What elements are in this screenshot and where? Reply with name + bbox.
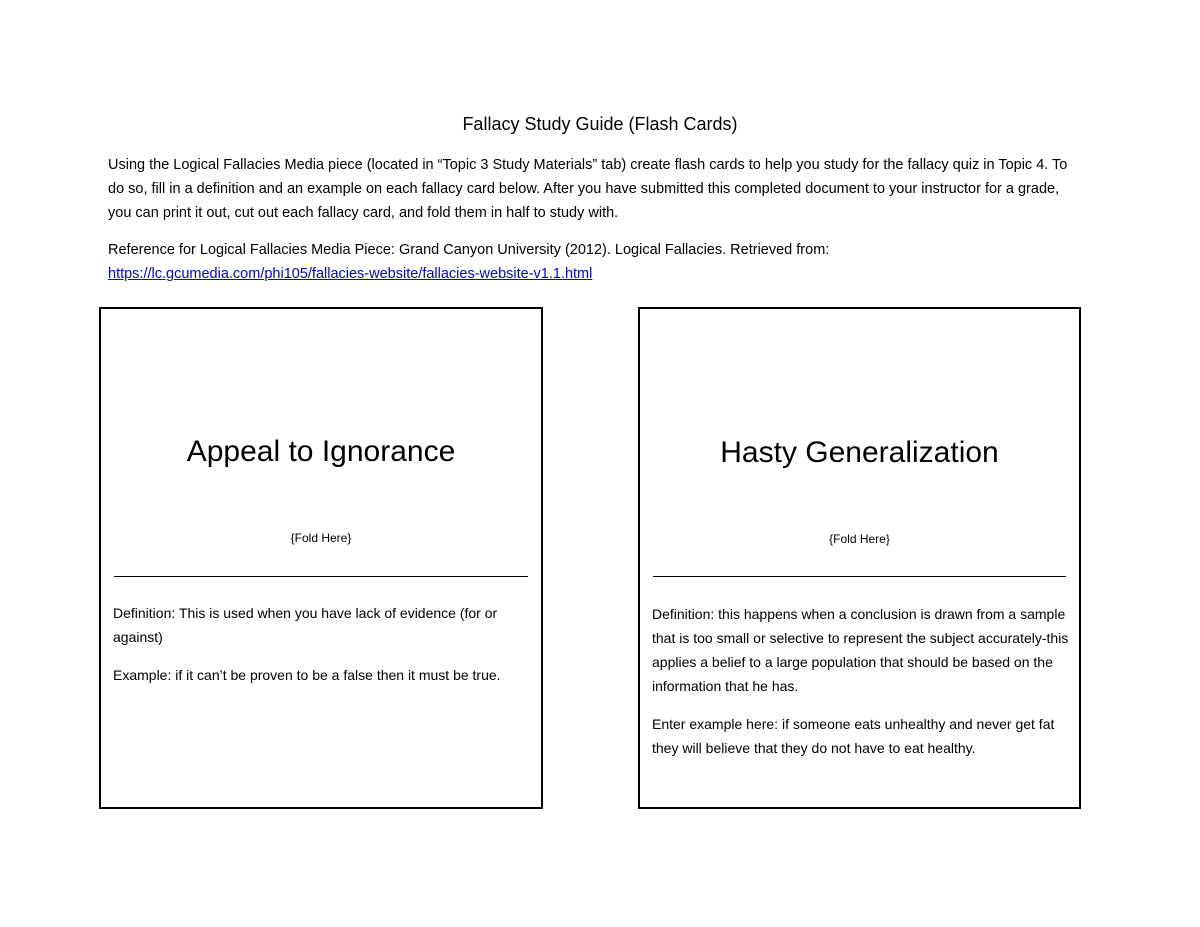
definition-content: This is used when you have lack of evidence (for or against) <box>113 605 498 645</box>
card-body <box>652 602 1069 774</box>
definition-content: this happens when a conclusion is drawn from a sample that is too small or selective to represent the subject accurately-this applies a belief to a large population that should be based on the information that he has. <box>652 606 1069 694</box>
example-text: Enter example here: if someone eats unhealthy and never get fat they will believe that they do not have to eat healthy. <box>652 716 1055 756</box>
example-text: Example: if it can’t be proven to be a false then it must be true. <box>113 667 501 683</box>
instructions-paragraph: Using the Logical Fallacies Media piece (located in “Topic 3 Study Materials” tab) create flash cards to help you study for the fallacy quiz in Topic 4. To do so, fill in a definition and an example on each fallacy card below. After you have submitted this completed document to your instructor for a grade, you can print it out, cut out each fallacy card, and fold them in half to study with. <box>108 157 1068 221</box>
card-body <box>113 601 531 701</box>
flash-card-appeal-to-ignorance <box>99 307 543 809</box>
fold-line <box>114 576 528 577</box>
reference-link[interactable]: https://lc.gcumedia.com/phi105/fallacies-website/fallacies-website-v1.1.html <box>108 266 593 282</box>
definition-label: Definition: <box>652 606 715 622</box>
card-title: Hasty Generalization <box>720 436 999 469</box>
fold-here-label: {Fold Here} <box>829 532 890 546</box>
card-title: Appeal to Ignorance <box>186 435 456 468</box>
fold-here-label: {Fold Here} <box>290 531 352 545</box>
flash-card-hasty-generalization <box>638 307 1081 809</box>
fold-line <box>653 576 1066 577</box>
page-title: Fallacy Study Guide (Flash Cards) <box>462 114 738 134</box>
definition-text <box>652 602 1069 698</box>
definition-label: Definition: <box>113 605 176 621</box>
reference-text: Reference for Logical Fallacies Media Piece: Grand Canyon University (2012). Logical Fallacies. Retrieved from: <box>108 242 830 258</box>
definition-text <box>113 601 531 649</box>
reference-paragraph <box>108 238 1083 286</box>
